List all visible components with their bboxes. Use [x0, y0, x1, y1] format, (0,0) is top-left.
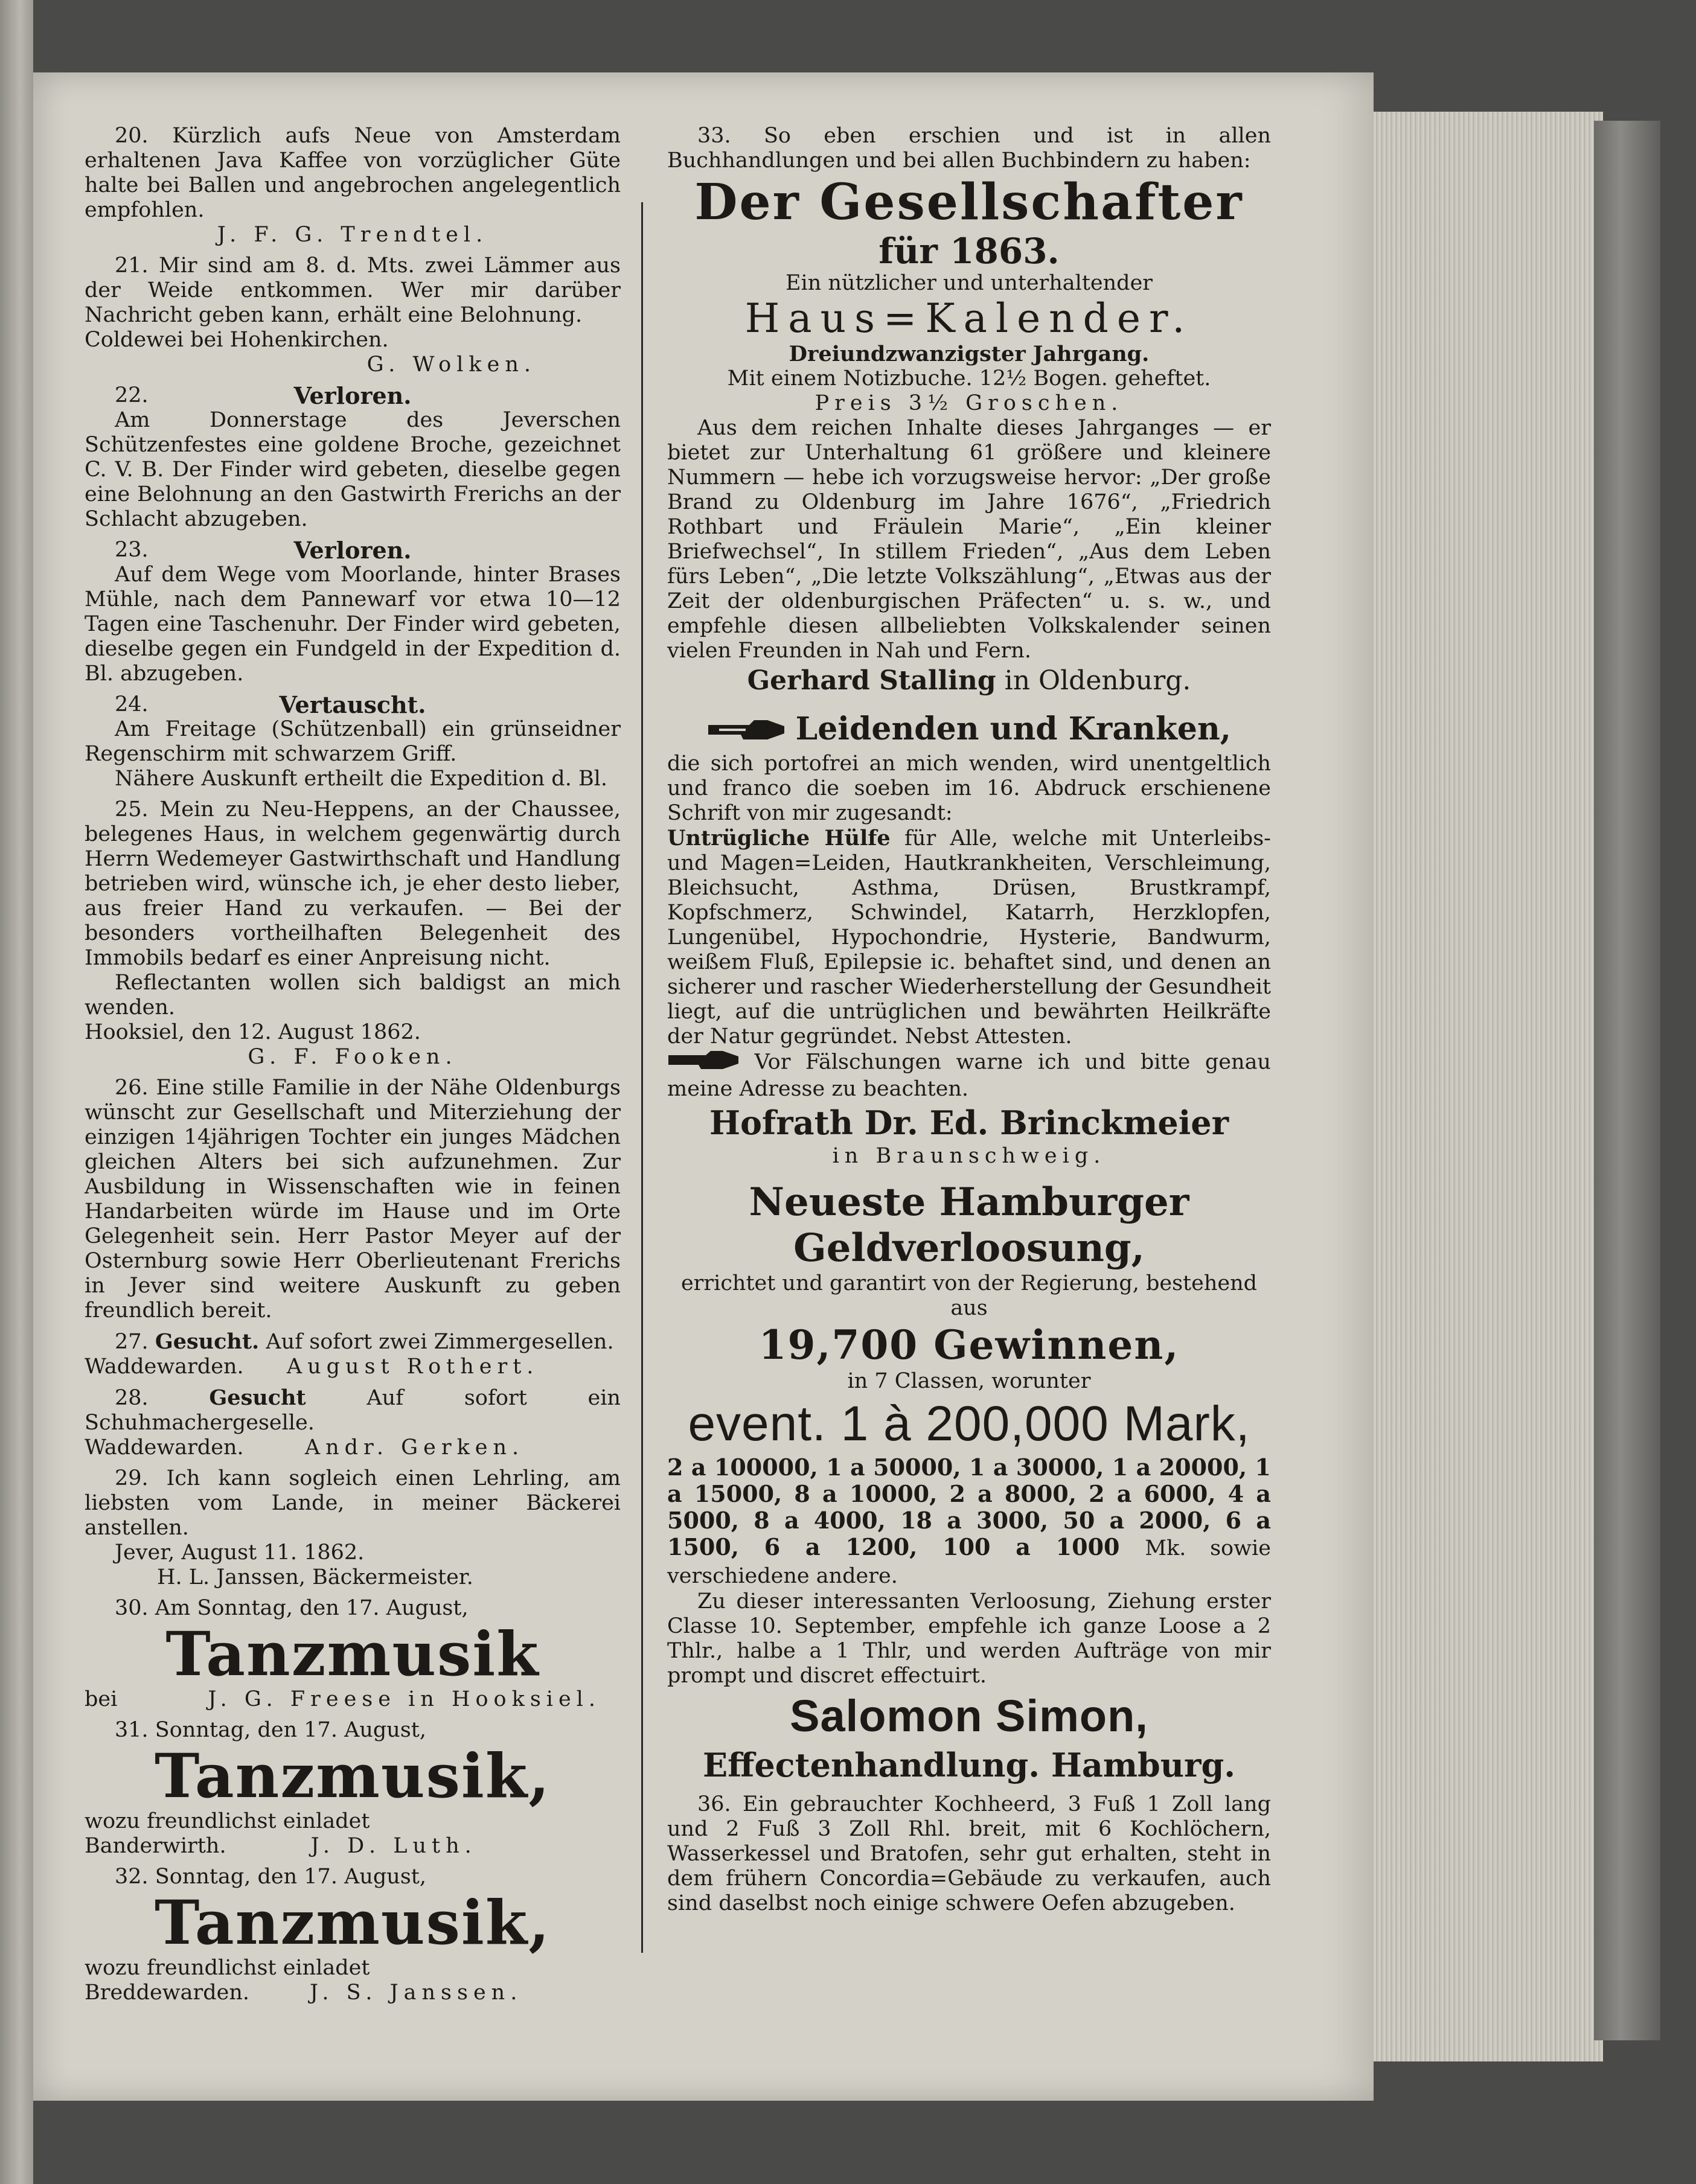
ad-34-warning: Vor Fälschungen warne ich und bitte genau meine Adresse zu beachten. [667, 1050, 1271, 1101]
ad-35-signature: Salomon Simon, [790, 1690, 1148, 1741]
ad-23-text: Auf dem Wege vom Moorlande, hinter Brases Mühle, nach dem Pannewarf vor etwa 10—12 Tagen eine Taschenuhr. Der Finder wird gebeten, dieselbe gegen ein Fundgeld in der Expedition d. Bl. abzugeben. [85, 563, 621, 686]
ad-21-signature: G. Wolken. [366, 353, 536, 377]
ad-32-invite: wozu freundlichst einladet [85, 1956, 370, 1980]
ad-34-body1: die sich portofrei an mich wenden, wird unentgeltlich und franco die soeben im 16. Abdruck erschienene Schrift von mir zugesandt: [667, 751, 1271, 825]
ad-35-classes: in 7 Classen, worunter [847, 1368, 1091, 1393]
ad-22 [85, 383, 621, 532]
ad-31-invite: wozu freundlichst einladet [85, 1809, 370, 1833]
ad-31 [85, 1718, 621, 1859]
ad-22-heading: Verloren. [293, 382, 412, 409]
ad-29-date: Jever, August 11. 1862. [115, 1541, 365, 1565]
pointing-hand-icon [707, 712, 786, 752]
ad-30-signature: J. G. Freese in Hooksiel. [208, 1687, 601, 1711]
ad-28-number: 28. [115, 1386, 149, 1410]
ad-35-subtitle: errichtet und garantirt von der Regierung, bestehend aus [680, 1271, 1258, 1320]
page-edges [1374, 112, 1603, 2061]
ad-33-jahrgang: Dreiundzwanzigster Jahrgang. [789, 342, 1150, 366]
ad-36 [667, 1792, 1271, 1916]
pointing-hand-icon [667, 1049, 740, 1077]
ad-33-signature: Gerhard Stalling [747, 665, 996, 696]
ad-24 [85, 692, 621, 791]
ad-23 [85, 538, 621, 686]
ad-25-text2: Reflectanten wollen sich baldigst an mich wenden. [85, 971, 621, 1020]
ad-21-place: Coldewei bei Hohenkirchen. [85, 328, 389, 352]
ad-34-lead: Untrügliche Hülfe [667, 825, 891, 851]
ad-26 [85, 1076, 621, 1323]
ad-22-number: 22. [115, 383, 149, 407]
book-cover [1594, 121, 1660, 2040]
ad-25-signature: G. F. Fooken. [248, 1045, 458, 1069]
ad-27-number: 27. [115, 1330, 149, 1354]
ad-35-prize-tail: Mk. sowie verschiedene andere. [667, 1536, 1271, 1588]
ad-20 [85, 124, 621, 247]
ad-25 [85, 797, 621, 1070]
left-column [85, 124, 621, 2005]
ad-36-text: 36. Ein gebrauchter Kochheerd, 3 Fuß 1 Zoll lang und 2 Fuß 3 Zoll Rhl. breit, mit 6 Kochlöchern, Wasserkessel und Bratofen, sehr gut erhalten, steht in dem frühern Concordia=Gebäude zu verkaufen, auch sind daselbst noch einige schwere Oefen abzugeben. [667, 1792, 1271, 1915]
ad-30 [85, 1596, 621, 1712]
ad-34-heading: Leidenden und Kranken, [795, 710, 1231, 747]
ad-34-body2: für Alle, welche mit Unterleibs- und Magen=Leiden, Hautkrankheiten, Verschleimung, Bleichsucht, Asthma, Drüsen, Brustkrampf, Kopfschmerz, Schwindel, Katarrh, Herzklopfen, Lungenübel, Hypochondrie, Hysterie, Bandwurm, weißem Fluß, Epilepsie ic. behaftet sind, und denen an sicherer und rascher Wiederherstellung der Gesundheit liegt, auf die untrüglichen und bewährten Heilkräfte der Natur gegründet. Nebst Attesten. [667, 826, 1271, 1049]
ad-29-text: 29. Ich kann sogleich einen Lehrling, am liebsten vom Lande, in meiner Bäckerei anstellen. [85, 1466, 621, 1540]
ad-28-place: Waddewarden. [85, 1435, 244, 1460]
ad-34-signature: Hofrath Dr. Ed. Brinckmeier [709, 1103, 1229, 1142]
ad-33-kalender: Haus=Kalender. [744, 295, 1194, 342]
ad-27-text: Auf sofort zwei Zimmergesellen. [266, 1330, 614, 1354]
ad-31-signature: J. D. Luth. [310, 1834, 477, 1858]
ad-20-signature: J. F. G. Trendtel. [217, 223, 488, 247]
right-column [667, 124, 1271, 1916]
ad-30-bei: bei [85, 1687, 118, 1711]
ad-23-heading: Verloren. [293, 537, 412, 564]
ad-33-notizbuch: Mit einem Notizbuche. 12½ Bogen. geheftet. [727, 366, 1211, 391]
ad-32 [85, 1865, 621, 2005]
ad-26-text: 26. Eine stille Familie in der Nähe Oldenburgs wünscht zur Gesellschaft und Miterziehung der einzigen 14jährigen Tochter ein junges Mädchen gleichen Alters bei sich aufzunehmen. Zur Ausbildung in Wissenschaften wie in feinen Handarbeiten würde im Hause und im Orte Gelegenheit sein. Herr Pastor Meyer auf der Osternburg sowie Herr Oberlieutenant Frerichs in Jever sind weitere Auskunft zu geben freundlich bereit. [85, 1076, 621, 1323]
column-rule [641, 202, 643, 1953]
ad-31-big: Tanzmusik, [154, 1740, 551, 1812]
ad-35 [667, 1180, 1271, 1786]
ad-22-text: Am Donnerstage des Jeverschen Schützenfestes eine goldene Broche, gezeichnet C. V. B. Der Finder wird gebeten, dieselbe gegen eine Belohnung an den Gastwirth Frerichs an der Schlacht abzugeben. [85, 408, 621, 531]
ad-27-heading: Gesucht. [155, 1329, 260, 1354]
ad-35-signature-firm: Effectenhandlung. Hamburg. [702, 1745, 1236, 1784]
ad-20-text: 20. Kürzlich aufs Neue von Amsterdam erhaltenen Java Kaffee von vorzüglicher Güte halte bei Ballen und angebrochen angelegentlich empfohlen. [85, 124, 621, 222]
ad-30-text: 30. Am Sonntag, den 17. August, [115, 1596, 469, 1620]
ad-28 [85, 1385, 621, 1460]
ad-33-intro: 33. So eben erschien und ist in allen Buchhandlungen und bei allen Buchbindern zu haben: [667, 124, 1271, 173]
ad-34 [667, 709, 1271, 1169]
ad-30-big: Tanzmusik [165, 1618, 540, 1690]
ad-35-prize-list: 2 a 100000, 1 a 50000, 1 a 30000, 1 a 20000, 1 a 15000, 8 a 10000, 2 a 8000, 2 a 6000, 4 a 5000, 8 a 4000, 18 a 3000, 50 a 2000, 6 a 1500, 6 a 1200, 100 a 1000 [667, 1453, 1271, 1560]
ad-32-place: Breddewarden. [85, 1981, 250, 2005]
ad-33-price: Preis 3½ Groschen. [814, 391, 1124, 415]
ad-33-body: Aus dem reichen Inhalte dieses Jahrganges — er bietet zur Unterhaltung 61 größere und kleinere Nummern — hebe ich vorzugsweise hervor: „Der große Brand zu Oldenburg im Jahre 1676“, „Friedrich Rothbart und Fräulein Marie“, „Ein kleiner Briefwechsel“, In stillem Frieden“, „Aus dem Leben fürs Leben“, „Die letzte Volkszählung“, „Etwas aus der Zeit der oldenburgischen Präfecten“ u. s. w., und empfehle diesen allbeliebten Volkskalender seinen vielen Freunden in Nah und Fern. [667, 416, 1271, 663]
ad-34-place: in Braunschweig. [832, 1143, 1106, 1168]
ad-35-prize-count: 19,700 Gewinnen, [758, 1321, 1180, 1368]
ad-35-body: Zu dieser interessanten Verloosung, Ziehung erster Classe 10. September, empfehle ich ganze Loose a 2 Thlr., halbe a 1 Thlr, und werden Aufträge von mir prompt und discret effectuirt. [667, 1589, 1271, 1688]
ad-24-number: 24. [115, 692, 149, 717]
ad-33 [667, 124, 1271, 698]
ad-27 [85, 1329, 621, 1379]
ad-29-signature: H. L. Janssen, Bäckermeister. [157, 1565, 473, 1589]
ad-28-heading: Gesucht [209, 1385, 306, 1410]
ad-21-text: 21. Mir sind am 8. d. Mts. zwei Lämmer aus der Weide entkommen. Wer mir darüber Nachricht geben kann, erhält eine Belohnung. [85, 254, 621, 327]
ad-32-big: Tanzmusik, [154, 1887, 551, 1958]
ad-23-number: 23. [115, 538, 149, 562]
ad-25-date: Hooksiel, den 12. August 1862. [85, 1020, 421, 1044]
ad-21 [85, 254, 621, 377]
ad-33-subtitle: Ein nützlicher und unterhaltender [785, 271, 1153, 295]
ad-28-text: Auf sofort ein Schuhmachergeselle. [85, 1386, 621, 1435]
ad-31-text: 31. Sonntag, den 17. August, [115, 1718, 426, 1742]
ad-27-place: Waddewarden. [85, 1355, 244, 1379]
ad-28-signature: Andr. Gerken. [304, 1435, 525, 1460]
ad-33-year: für 1863. [878, 231, 1060, 272]
ad-33-title: Der Gesellschafter [694, 173, 1244, 231]
ad-24-note: Nähere Auskunft ertheilt die Expedition d. Bl. [115, 767, 608, 791]
ad-32-text: 32. Sonntag, den 17. August, [115, 1865, 426, 1889]
previous-page-edge [0, 0, 33, 2184]
ad-35-heading: Neueste Hamburger Geldverloosung, [749, 1179, 1189, 1271]
ad-25-text: 25. Mein zu Neu-Heppens, an der Chaussee, belegenes Haus, in welchem gegenwärtig durch Herrn Wedemeyer Gastwirthschaft und Handlung betrieben wird, wünsche ich, je eher desto lieber, aus freier Hand zu verkaufen. — Bei der besonders vortheilhaften Belegenheit des Immobils bedarf es einer Anpreisung nicht. [85, 797, 621, 970]
ad-24-heading: Vertauscht. [279, 691, 426, 718]
ad-29 [85, 1466, 621, 1590]
ad-35-main-prize: event. 1 à 200,000 Mark, [688, 1396, 1250, 1451]
ad-31-place: Banderwirth. [85, 1834, 226, 1858]
ad-27-signature: August Rothert. [286, 1355, 539, 1379]
ad-24-text: Am Freitage (Schützenball) ein grünseidner Regenschirm mit schwarzem Griff. [85, 717, 621, 766]
ad-32-signature: J. S. Janssen. [310, 1981, 523, 2005]
ad-33-signature-place: in Oldenburg. [1004, 665, 1191, 696]
